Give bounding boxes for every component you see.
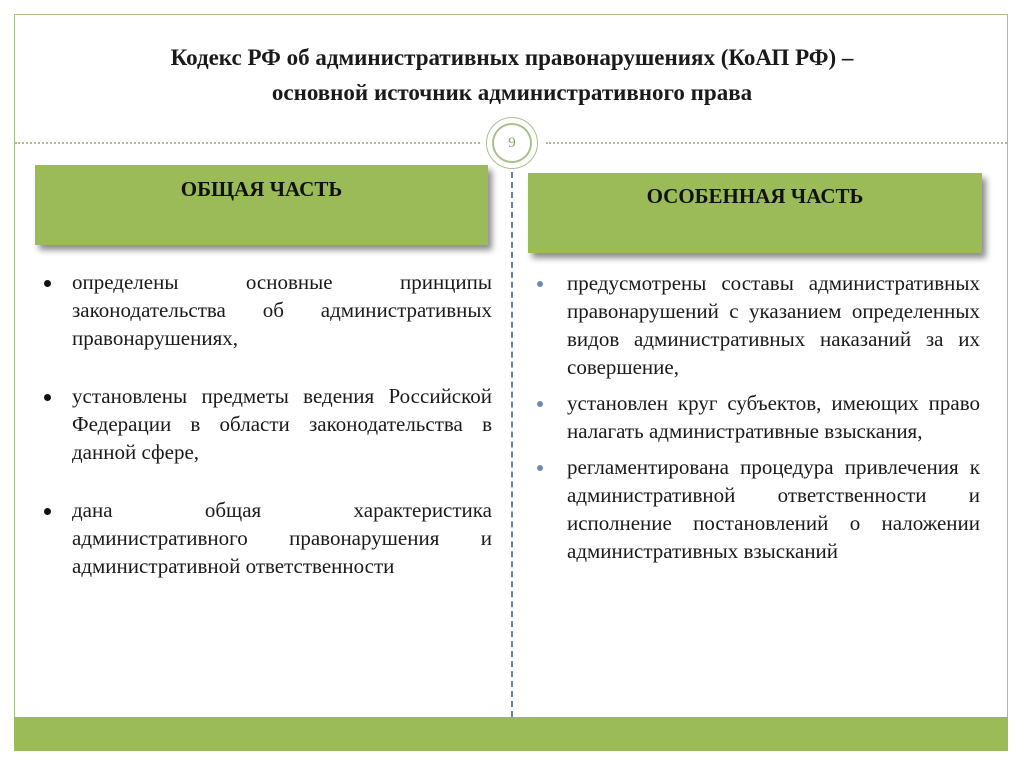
footer-bar bbox=[14, 717, 1008, 751]
column-divider bbox=[511, 172, 513, 717]
list-item bbox=[40, 268, 492, 352]
page-number-badge bbox=[486, 117, 538, 169]
list-item-text: установлен круг субъектов, имеющих право налагать административные взыскания, bbox=[567, 391, 980, 443]
list-item bbox=[535, 389, 980, 445]
bullet-icon bbox=[537, 281, 543, 287]
special-part-list bbox=[535, 269, 980, 573]
list-item-text: регламентирована процедура привлечения к административной ответственности и исполнение постановлений о наложении административных взысканий bbox=[567, 455, 980, 563]
slide-title bbox=[30, 40, 994, 110]
slide-title-line-1: Кодекс РФ об административных правонарушениях (КоАП РФ) – bbox=[170, 45, 854, 70]
general-part-list bbox=[40, 268, 492, 610]
list-item-text: установлены предметы ведения Российской Федерации в области законодательства в данной сфере, bbox=[72, 384, 492, 464]
list-item bbox=[40, 382, 492, 466]
bullet-icon bbox=[537, 401, 543, 407]
general-part-header-label: ОБЩАЯ ЧАСТЬ bbox=[180, 177, 343, 201]
list-item-text: определены основные принципы законодательства об административных правонарушениях, bbox=[72, 270, 492, 350]
list-item bbox=[40, 496, 492, 580]
slide-title-line-2: основной источник административного права bbox=[271, 80, 753, 105]
general-part-header bbox=[35, 165, 488, 245]
bullet-icon bbox=[44, 394, 51, 401]
list-item-text: предусмотрены составы административных правонарушений с указанием определенных видов административных наказаний за их совершение, bbox=[567, 271, 980, 379]
special-part-header bbox=[528, 173, 982, 253]
title-separator-right bbox=[546, 142, 1007, 144]
bullet-icon bbox=[44, 508, 51, 515]
special-part-header-label: ОСОБЕННАЯ ЧАСТЬ bbox=[646, 184, 864, 208]
list-item bbox=[535, 453, 980, 565]
title-separator-left bbox=[15, 142, 480, 144]
list-item-text: дана общая характеристика административного правонарушения и административной ответственности bbox=[72, 498, 492, 578]
list-item bbox=[535, 269, 980, 381]
bullet-icon bbox=[44, 280, 51, 287]
page-number: 9 bbox=[492, 123, 532, 163]
bullet-icon bbox=[537, 465, 543, 471]
